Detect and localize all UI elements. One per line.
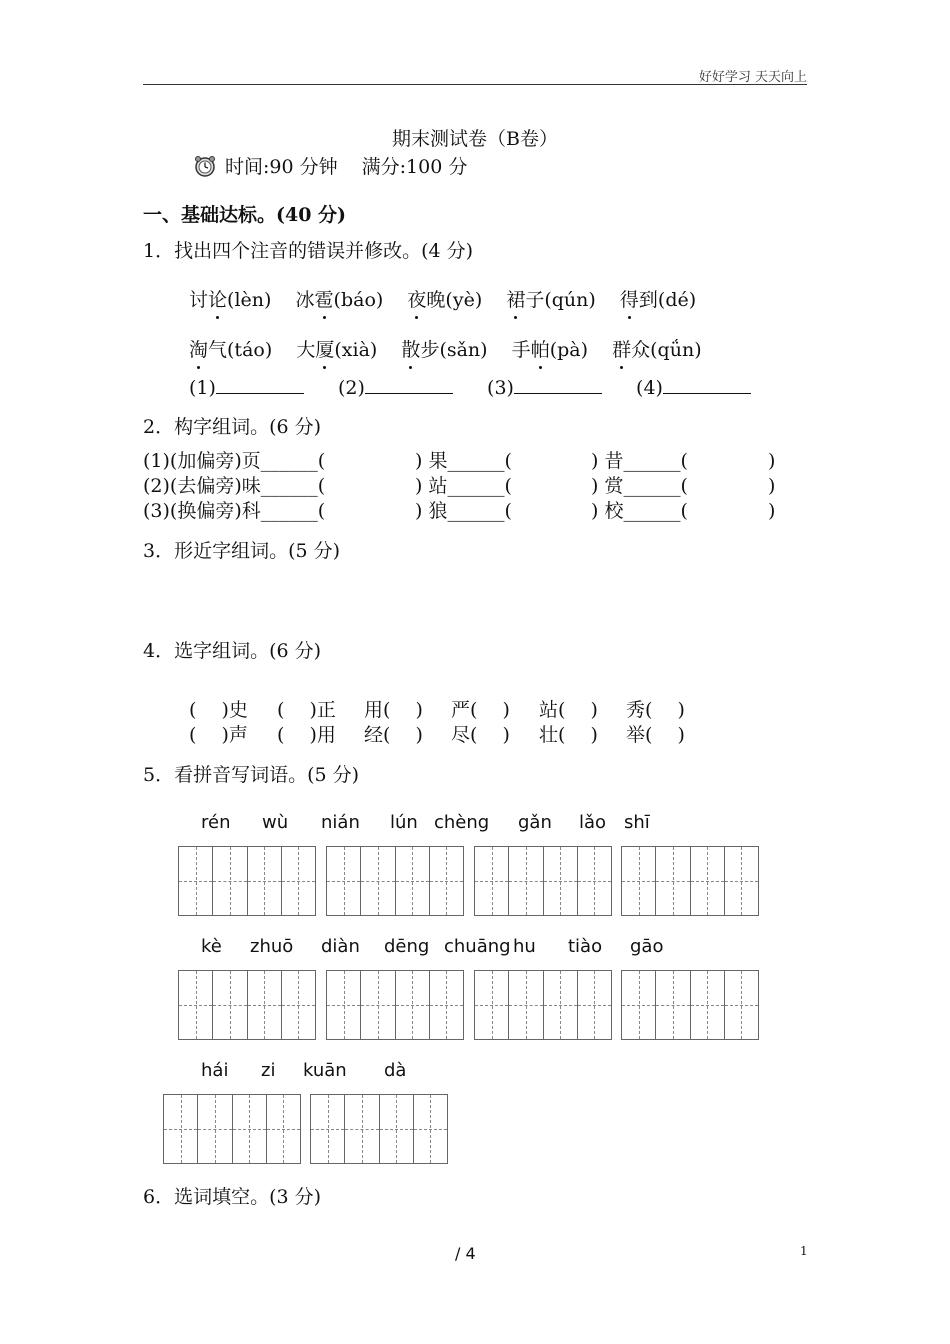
q2-cell: ) 校______(: [591, 500, 688, 522]
writing-grid[interactable]: [326, 970, 464, 1040]
pinyin-label: dēng: [384, 936, 430, 957]
question-1-label: 1．找出四个注音的错误并修改。(4 分): [143, 240, 474, 262]
q4-item[interactable]: 举( ): [626, 724, 685, 746]
q2-cell: ) 果______(: [415, 450, 512, 472]
pinyin-label: dà: [384, 1060, 407, 1081]
answer-label: (3): [487, 377, 514, 399]
header-rule: [143, 84, 807, 85]
q1-word: 讨论(lèn): [189, 285, 271, 312]
pinyin-label: chuāng: [444, 936, 511, 957]
pinyin-label: shī: [624, 812, 650, 833]
writing-grid[interactable]: [326, 846, 464, 916]
pinyin-label: tiào: [568, 936, 603, 957]
q1-word: 大厦(xià): [296, 335, 377, 362]
q4-item[interactable]: 壮( ): [539, 724, 598, 746]
q4-item[interactable]: ( )正: [277, 699, 336, 721]
pinyin-label: diàn: [321, 936, 360, 957]
answer-blank[interactable]: [663, 375, 751, 394]
q2-cell: ): [768, 450, 776, 472]
answer-label: (4): [636, 377, 663, 399]
page-number: 1: [800, 1244, 808, 1258]
q2-cell: (1)(加偏旁)页______(: [143, 450, 326, 472]
pinyin-label: kè: [201, 936, 222, 957]
q2-cell: ): [768, 475, 776, 497]
writing-grid[interactable]: [474, 970, 612, 1040]
pinyin-label: lǎo: [579, 812, 607, 833]
question-3-label: 3．形近字组词。(5 分): [143, 540, 341, 562]
time-score-line: [193, 152, 467, 179]
q1-word: 夜晚(yè): [407, 285, 482, 312]
pinyin-label: zhuō: [250, 936, 294, 957]
q1-word: 群众(qǘn): [612, 335, 701, 362]
q2-cell: (2)(去偏旁)味______(: [143, 475, 326, 497]
writing-grid[interactable]: [178, 970, 316, 1040]
page-count: / 4: [455, 1244, 476, 1263]
question-6-label: 6．选词填空。(3 分): [143, 1186, 322, 1208]
q1-word: 散步(sǎn): [401, 335, 487, 362]
writing-grid[interactable]: [310, 1094, 448, 1164]
score-text: 满分:100 分: [361, 156, 468, 178]
pinyin-label: gāo: [630, 936, 664, 957]
q1-row-2: [189, 335, 702, 362]
writing-grid[interactable]: [621, 846, 759, 916]
clock-icon: [193, 154, 217, 178]
pinyin-label: hái: [201, 1060, 229, 1081]
pinyin-label: kuān: [303, 1060, 347, 1081]
q4-item[interactable]: ( )声: [189, 724, 248, 746]
answer-label: (1): [189, 377, 216, 399]
question-5-label: 5．看拼音写词语。(5 分): [143, 764, 360, 786]
q1-word: 裙子(qún): [506, 285, 595, 312]
q1-word: 冰雹(báo): [296, 285, 384, 312]
page-title: 期末测试卷（B卷）: [392, 128, 558, 150]
q4-item[interactable]: 站( ): [539, 699, 598, 721]
writing-grid[interactable]: [163, 1094, 301, 1164]
answer-blank[interactable]: [216, 375, 304, 394]
section-heading-1: 一、基础达标。(40 分): [143, 204, 347, 226]
q2-cell: ) 站______(: [415, 475, 512, 497]
q4-item[interactable]: 用( ): [364, 699, 423, 721]
q4-item[interactable]: 秀( ): [626, 699, 685, 721]
pinyin-label: chèng: [434, 812, 490, 833]
answer-blank[interactable]: [514, 375, 602, 394]
q2-cell: (3)(换偏旁)科______(: [143, 500, 326, 522]
question-4-label: 4．选字组词。(6 分): [143, 640, 322, 662]
writing-grid[interactable]: [621, 970, 759, 1040]
time-text: 时间:90 分钟: [225, 156, 338, 178]
pinyin-label: wù: [262, 812, 289, 833]
q1-word: 得到(dé): [620, 285, 696, 312]
q4-item[interactable]: 严( ): [451, 699, 510, 721]
pinyin-label: hu: [513, 936, 536, 957]
answer-blank[interactable]: [365, 375, 453, 394]
writing-grid[interactable]: [178, 846, 316, 916]
header-motto: 好好学习 天天向上: [698, 70, 807, 85]
q4-item[interactable]: ( )史: [189, 699, 248, 721]
q1-row-1: [189, 285, 696, 312]
pinyin-label: rén: [201, 812, 231, 833]
q4-item[interactable]: 尽( ): [451, 724, 510, 746]
pinyin-label: gǎn: [518, 812, 552, 833]
question-2-label: 2．构字组词。(6 分): [143, 416, 322, 438]
writing-grid[interactable]: [474, 846, 612, 916]
pinyin-label: lún: [390, 812, 418, 833]
q4-item[interactable]: 经( ): [364, 724, 423, 746]
q1-answer-row: [189, 375, 751, 399]
answer-label: (2): [338, 377, 365, 399]
q2-cell: ) 狼______(: [415, 500, 512, 522]
q2-cell: ): [768, 500, 776, 522]
pinyin-label: nián: [321, 812, 360, 833]
q2-cell: ) 昔______(: [591, 450, 688, 472]
q2-cell: ) 赏______(: [591, 475, 688, 497]
q1-word: 淘气(táo): [189, 335, 272, 362]
pinyin-label: zi: [261, 1060, 276, 1081]
q1-word: 手帕(pà): [512, 335, 588, 362]
q4-item[interactable]: ( )用: [277, 724, 336, 746]
